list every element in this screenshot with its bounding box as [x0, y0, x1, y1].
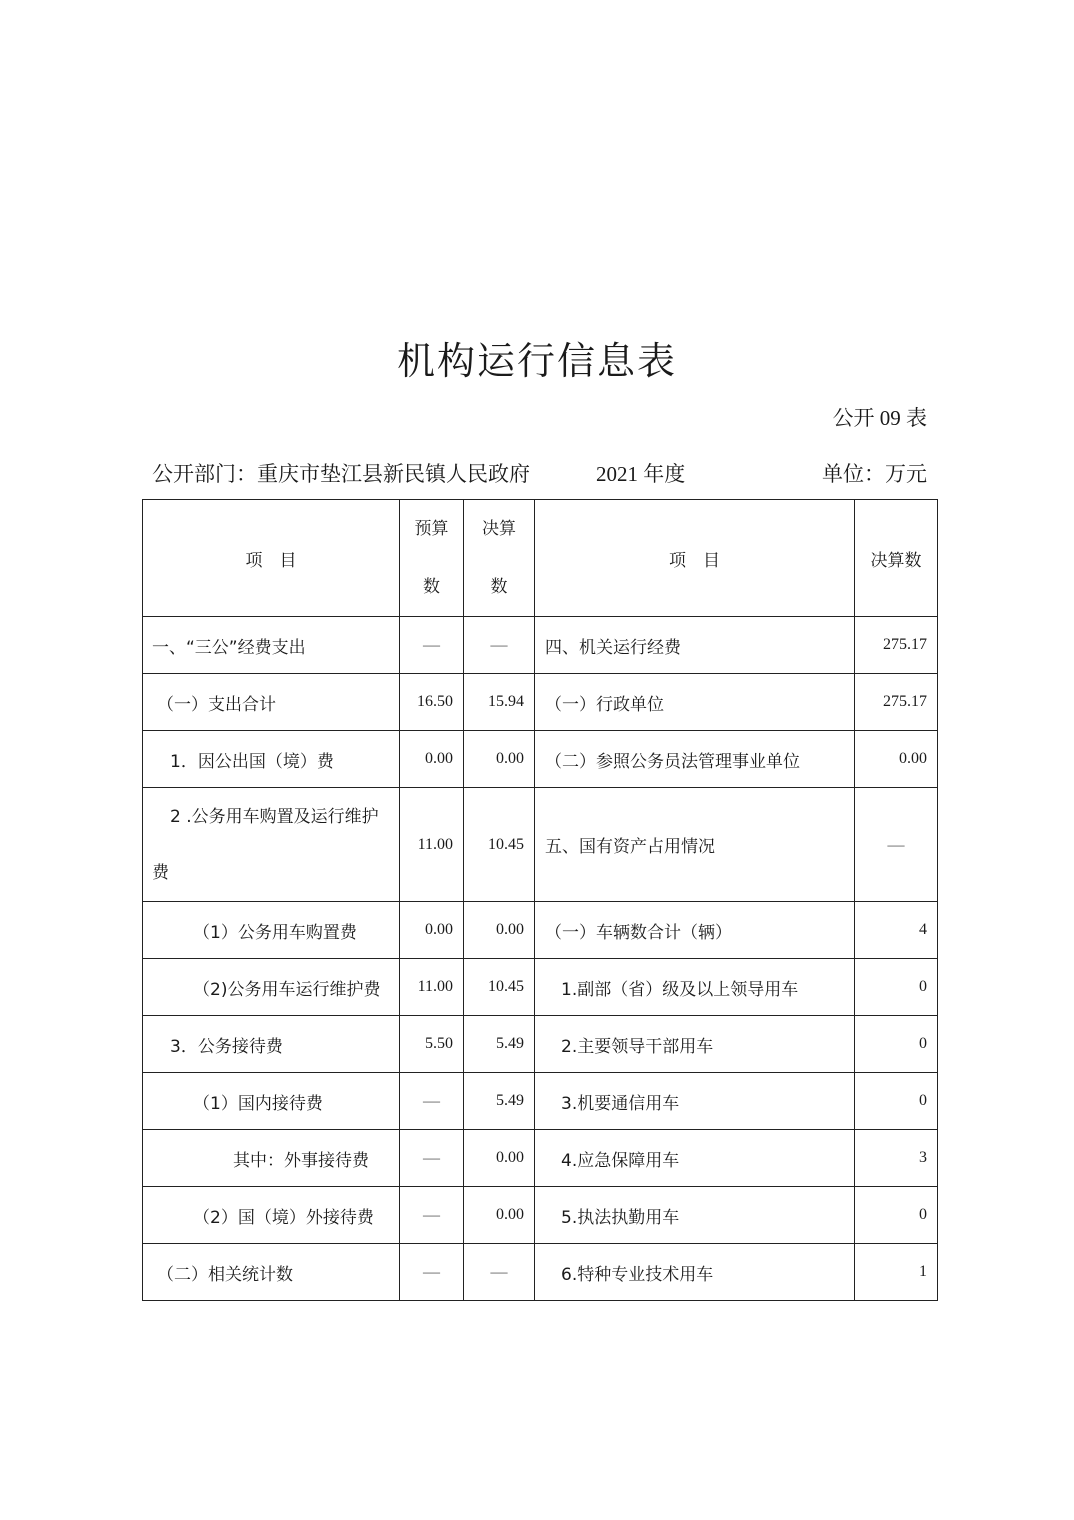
table-row: [143, 674, 938, 731]
row-final: 10.45: [464, 959, 535, 1016]
row-final: 5.49: [464, 1073, 535, 1130]
row-budget: 0.00: [400, 731, 464, 788]
row-budget: 0.00: [400, 902, 464, 959]
row-budget: 11.00: [400, 788, 464, 902]
row-final: 0.00: [464, 731, 535, 788]
row-left-label: 3．公务接待费: [143, 1016, 400, 1073]
row-final: 10.45: [464, 788, 535, 902]
row-budget: —: [400, 1244, 464, 1301]
row-left-label: （1）国内接待费: [143, 1073, 400, 1130]
table-row: [143, 902, 938, 959]
row-right-label: 四、机关运行经费: [535, 617, 855, 674]
table-row: [143, 1130, 938, 1187]
table-row: [143, 1187, 938, 1244]
row-value: 0: [855, 1016, 938, 1073]
row-left-label: （二）相关统计数: [143, 1244, 400, 1301]
table-row: [143, 959, 938, 1016]
row-final: 0.00: [464, 1130, 535, 1187]
department-label: 公开部门：重庆市垫江县新民镇人民政府: [152, 462, 530, 486]
table-row: [143, 617, 938, 674]
info-table: [142, 499, 938, 1301]
row-final: 15.94: [464, 674, 535, 731]
table-row: [143, 788, 938, 902]
row-right-label: （一）行政单位: [535, 674, 855, 731]
row-right-label: 1.副部（省）级及以上领导用车: [535, 959, 855, 1016]
year-label: 2021 年度: [596, 462, 686, 486]
row-final: 5.49: [464, 1016, 535, 1073]
row-value: 1: [855, 1244, 938, 1301]
row-left-label: （一）支出合计: [143, 674, 400, 731]
table-header-row: [143, 500, 938, 617]
row-budget: —: [400, 1187, 464, 1244]
row-budget: —: [400, 617, 464, 674]
row-value: 0: [855, 1073, 938, 1130]
row-left-label: （1）公务用车购置费: [143, 902, 400, 959]
header-final-right: 决算数: [855, 500, 938, 617]
row-final: 0.00: [464, 902, 535, 959]
page-title: 机构运行信息表: [396, 339, 677, 383]
form-number: 公开 09 表: [832, 406, 927, 430]
unit-label: 单位：万元: [822, 462, 927, 486]
header-final: 决算 数: [464, 500, 535, 617]
row-left-label: （2）国（境）外接待费: [143, 1187, 400, 1244]
table-row: [143, 1016, 938, 1073]
row-value: 0: [855, 959, 938, 1016]
row-right-label: 4.应急保障用车: [535, 1130, 855, 1187]
row-budget: 11.00: [400, 959, 464, 1016]
row-value: 275.17: [855, 674, 938, 731]
table-row: [143, 731, 938, 788]
row-right-label: 五、国有资产占用情况: [535, 788, 855, 902]
row-final: —: [464, 617, 535, 674]
row-left-label: 其中：外事接待费: [143, 1130, 400, 1187]
row-value: 0: [855, 1187, 938, 1244]
row-final: 0.00: [464, 1187, 535, 1244]
table-row: [143, 1073, 938, 1130]
row-budget: 16.50: [400, 674, 464, 731]
row-value: —: [855, 788, 938, 902]
header-item-right: 项 目: [535, 500, 855, 617]
row-right-label: （二）参照公务员法管理事业单位: [535, 731, 855, 788]
row-value: 275.17: [855, 617, 938, 674]
row-left-label: 2 .公务用车购置及运行维护 费: [143, 788, 400, 902]
header-budget: 预算 数: [400, 500, 464, 617]
row-value: 3: [855, 1130, 938, 1187]
row-budget: 5.50: [400, 1016, 464, 1073]
row-left-label: （2)公务用车运行维护费: [143, 959, 400, 1016]
row-right-label: （一）车辆数合计（辆）: [535, 902, 855, 959]
row-right-label: 2.主要领导干部用车: [535, 1016, 855, 1073]
row-value: 0.00: [855, 731, 938, 788]
row-right-label: 5.执法执勤用车: [535, 1187, 855, 1244]
row-left-label: 一、“三公”经费支出: [143, 617, 400, 674]
row-budget: —: [400, 1073, 464, 1130]
header-item-left: 项 目: [143, 500, 400, 617]
row-value: 4: [855, 902, 938, 959]
row-final: —: [464, 1244, 535, 1301]
row-left-label: 1．因公出国（境）费: [143, 731, 400, 788]
table-row: [143, 1244, 938, 1301]
row-right-label: 3.机要通信用车: [535, 1073, 855, 1130]
row-right-label: 6.特种专业技术用车: [535, 1244, 855, 1301]
row-budget: —: [400, 1130, 464, 1187]
